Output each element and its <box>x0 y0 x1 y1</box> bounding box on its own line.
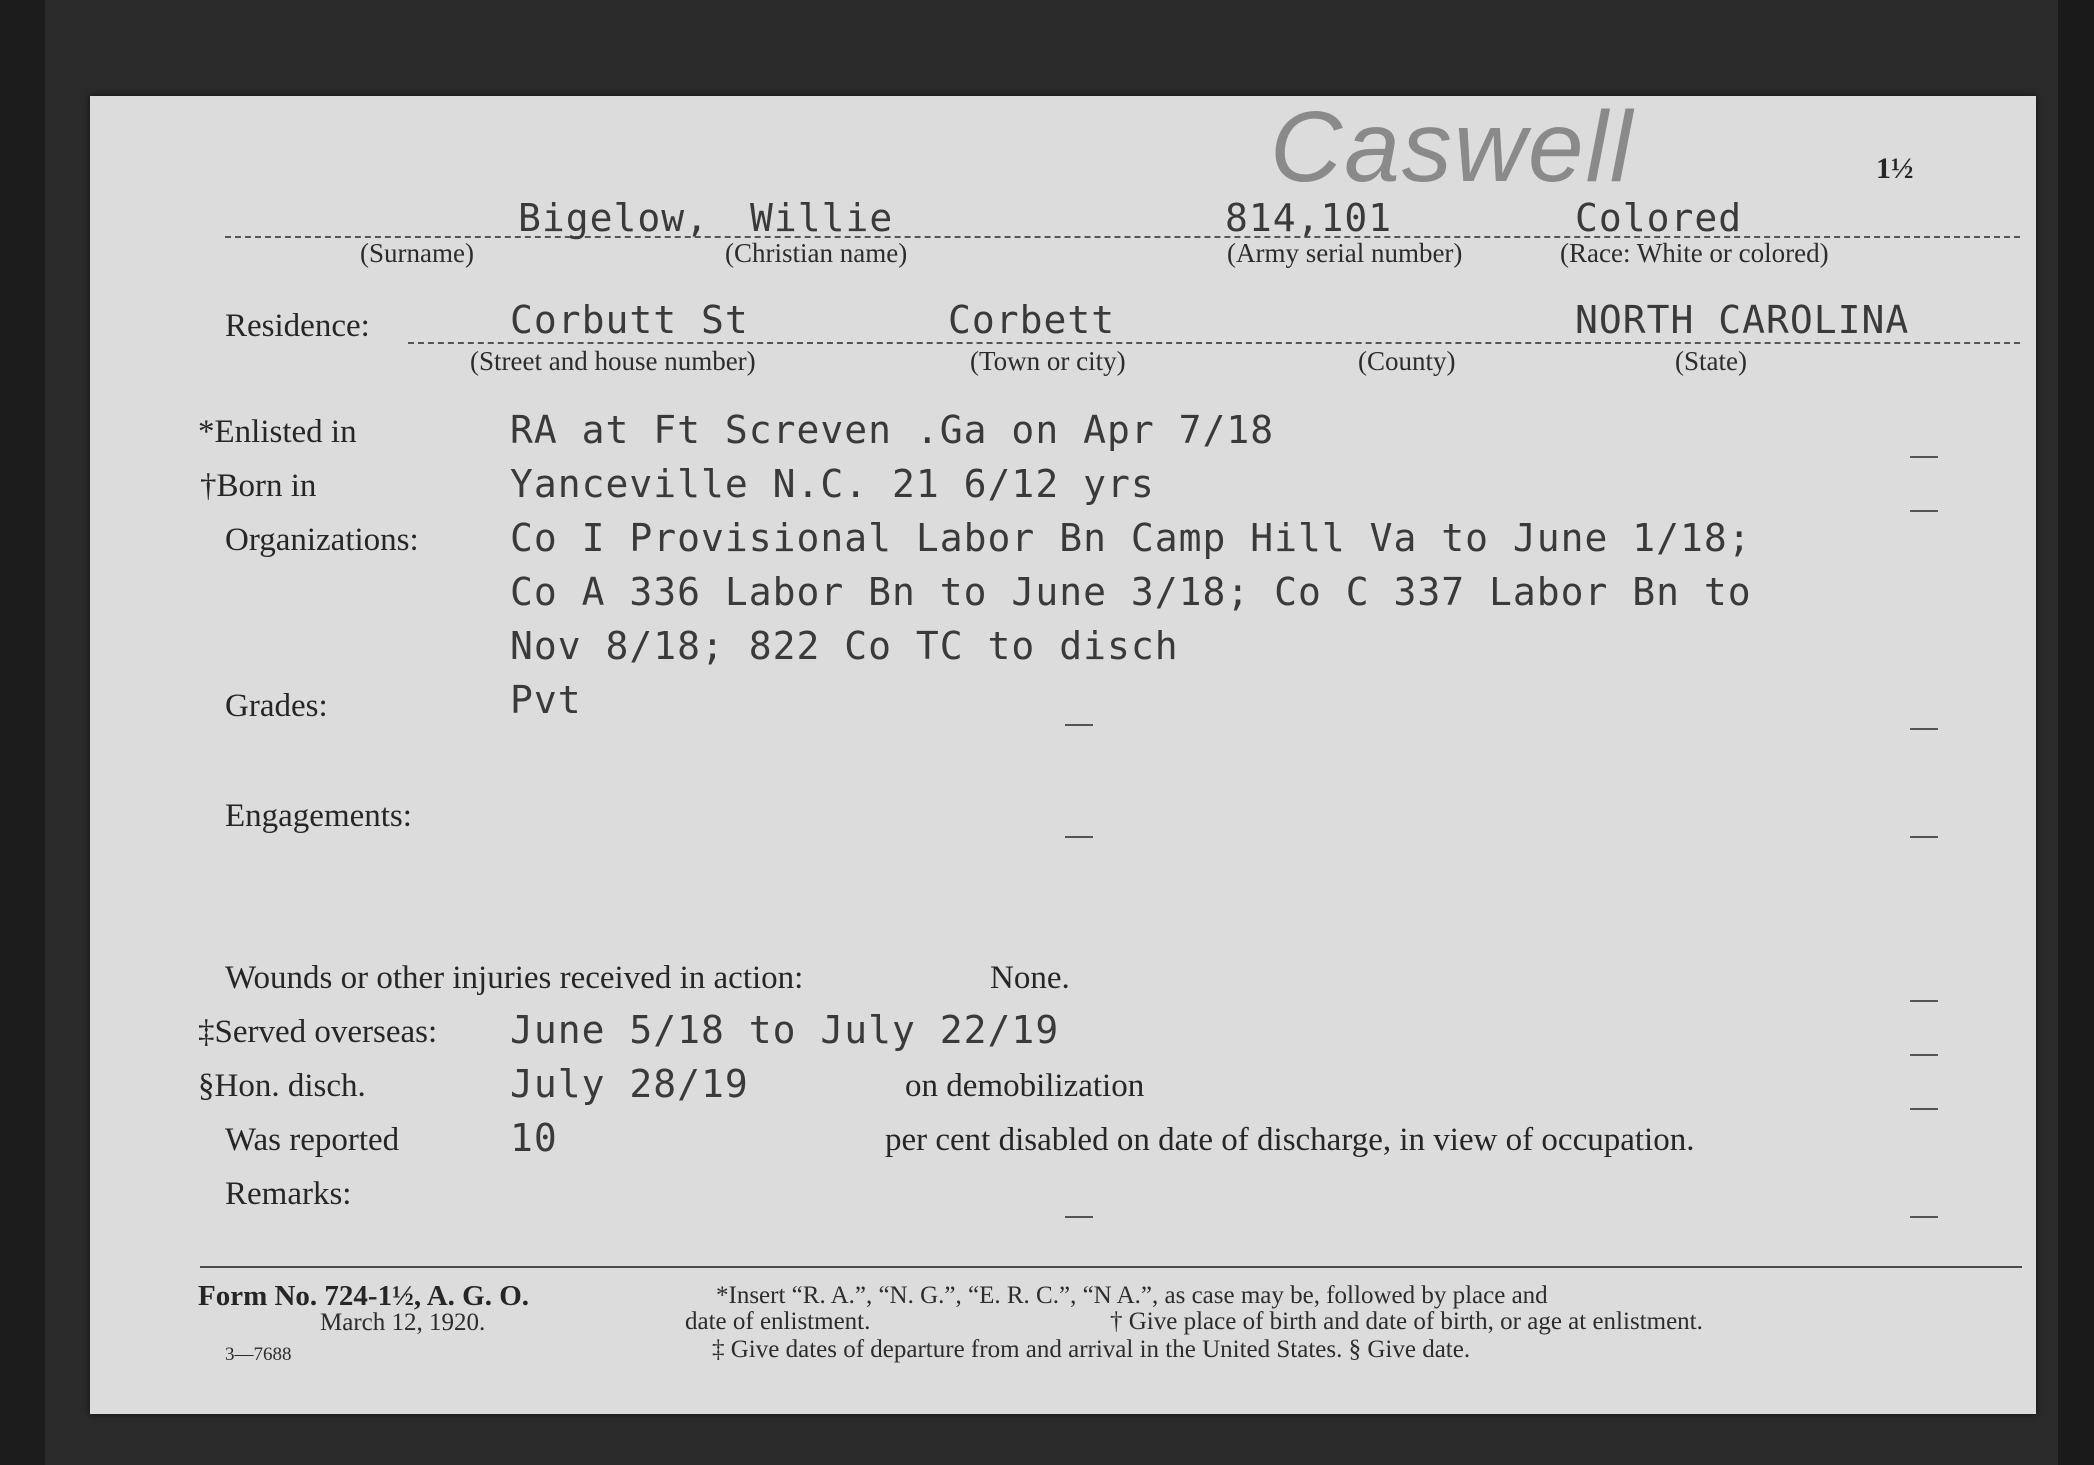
grades-label: Grades: <box>225 688 328 724</box>
reported-value: 10 <box>510 1116 558 1160</box>
wounds-label: Wounds or other injuries received in action: <box>225 960 804 996</box>
grades-value: Pvt <box>510 678 582 722</box>
margin-dash <box>1065 724 1093 726</box>
scan-backdrop-right <box>2058 0 2094 1465</box>
christian-name-label: (Christian name) <box>725 238 908 268</box>
residence-state-value: NORTH CAROLINA <box>1575 298 1910 342</box>
overseas-label: ‡Served overseas: <box>198 1014 438 1050</box>
enlisted-value: RA at Ft Screven .Ga on Apr 7/18 <box>510 408 1275 452</box>
surname-label: (Surname) <box>360 238 474 268</box>
discharge-suffix: on demobilization <box>905 1068 1145 1104</box>
footnote-line-1: *Insert “R. A.”, “N. G.”, “E. R. C.”, “N A.”, as case may be, followed by place and <box>716 1282 1548 1309</box>
discharge-label: §Hon. disch. <box>198 1068 366 1104</box>
margin-dash <box>1910 1000 1938 1002</box>
organizations-label: Organizations: <box>225 522 419 558</box>
organizations-line-1: Co I Provisional Labor Bn Camp Hill Va to June 1/18; <box>510 516 1752 560</box>
handwritten-county: Caswell <box>1270 91 1635 203</box>
footnote-line-2b: † Give place of birth and date of birth, or age at enlistment. <box>1110 1308 1703 1335</box>
margin-dash <box>1910 1108 1938 1110</box>
county-label: (County) <box>1358 346 1456 376</box>
form-date: March 12, 1920. <box>320 1309 486 1336</box>
card-number: 1½ <box>1876 152 1914 185</box>
form-number: Form No. 724-1½, A. G. O. <box>198 1280 530 1312</box>
town-label: (Town or city) <box>970 346 1126 376</box>
margin-dash <box>1910 728 1938 730</box>
residence-dotted-line <box>408 342 2020 344</box>
residence-label: Residence: <box>225 308 370 344</box>
race-value: Colored <box>1575 196 1743 240</box>
christian-name-value: Willie <box>750 196 894 240</box>
residence-street-value: Corbutt St <box>510 298 749 342</box>
margin-dash <box>1910 510 1938 512</box>
born-label: †Born in <box>200 468 317 504</box>
residence-town-value: Corbett <box>948 298 1116 342</box>
margin-dash <box>1910 456 1938 458</box>
serial-number-label: (Army serial number) <box>1227 238 1463 268</box>
serial-number-value: 814,101 <box>1225 196 1393 240</box>
margin-dash <box>1910 836 1938 838</box>
born-value: Yanceville N.C. 21 6/12 yrs <box>510 462 1155 506</box>
reported-suffix: per cent disabled on date of discharge, in view of occupation. <box>885 1122 1695 1158</box>
footer-rule <box>200 1266 2022 1268</box>
footnote-line-2a: date of enlistment. <box>685 1308 871 1335</box>
street-label: (Street and house number) <box>470 346 756 376</box>
remarks-label: Remarks: <box>225 1176 352 1212</box>
overseas-value: June 5/18 to July 22/19 <box>510 1008 1060 1052</box>
print-code: 3—7688 <box>225 1344 292 1365</box>
margin-dash <box>1065 836 1093 838</box>
margin-dash <box>1910 1054 1938 1056</box>
organizations-line-2: Co A 336 Labor Bn to June 3/18; Co C 337 Labor Bn to <box>510 570 1752 614</box>
discharge-value: July 28/19 <box>510 1062 749 1106</box>
wounds-value: None. <box>990 960 1070 996</box>
footnote-line-3: ‡ Give dates of departure from and arrival in the United States. § Give date. <box>712 1336 1471 1363</box>
service-record-card <box>90 91 2036 1414</box>
organizations-line-3: Nov 8/18; 822 Co TC to disch <box>510 624 1179 668</box>
race-label: (Race: White or colored) <box>1560 238 1829 268</box>
surname-value: Bigelow, <box>518 196 710 240</box>
scan-backdrop-left <box>0 0 45 1465</box>
engagements-label: Engagements: <box>225 798 412 834</box>
margin-dash <box>1910 1216 1938 1218</box>
enlisted-label: *Enlisted in <box>198 414 357 450</box>
state-label: (State) <box>1675 346 1747 376</box>
margin-dash <box>1065 1216 1093 1218</box>
reported-label: Was reported <box>225 1122 400 1158</box>
